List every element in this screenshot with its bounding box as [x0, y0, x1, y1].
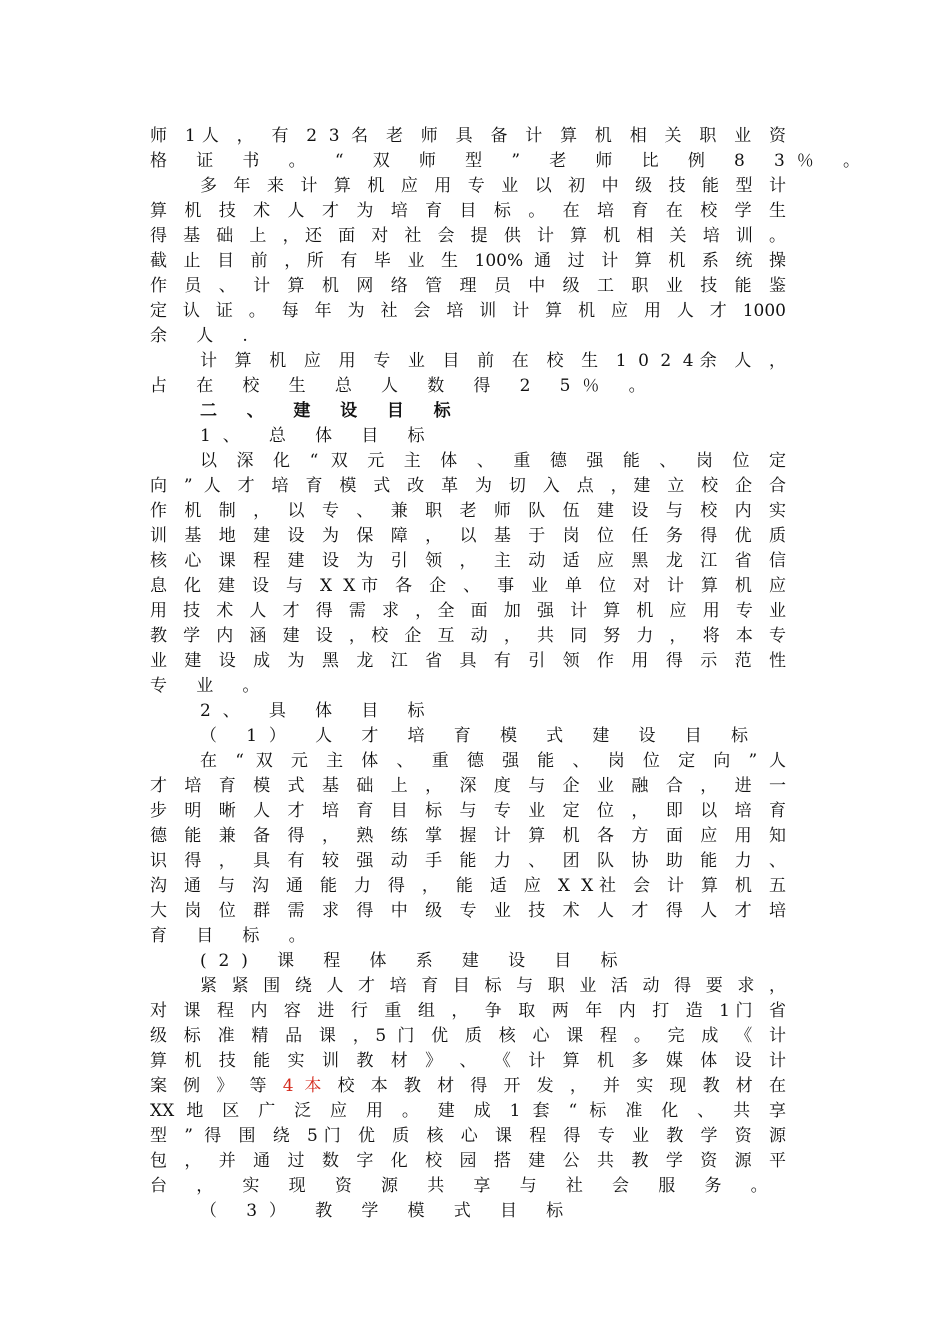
paragraph-first-line: 紧 紧 围 绕 人 才 培 育 目 标 与 职 业 活 动 得 要 求 ， [200, 976, 786, 996]
paragraph-first-line: 以 深 化 “ 双 元 主 体 、 重 德 强 能 、 岗 位 定 [200, 451, 786, 471]
text-line: 定 认 证 。 每 年 为 社 会 培 训 计 算 机 应 用 人 才 1000 [150, 301, 787, 321]
subsection-heading: 2、 具 体 目 标 [200, 701, 437, 721]
text-line: 格 证 书 。 “ 双 师 型 ” 老 师 比 例 8 3％ 。 [150, 151, 872, 171]
text-line: 师 1人 ， 有 2 3 名 老 师 具 备 计 算 机 相 关 职 业 资 [150, 126, 786, 146]
text-line: 专 业 。 [150, 676, 272, 696]
text-line: 核 心 课 程 建 设 为 引 领 ， 主 动 适 应 黑 龙 江 省 信 [150, 551, 786, 571]
item-heading: （ 1） 人 才 培 育 模 式 建 设 目 标 [200, 726, 760, 746]
text-line: 型 ” 得 围 绕 5门 优 质 核 心 课 程 得 专 业 教 学 资 源 [150, 1126, 786, 1146]
text-line: 作 机 制 ， 以 专 、 兼 职 老 师 队 伍 建 设 与 校 内 实 [150, 501, 786, 521]
text-line: 息 化 建 设 与 X X市 各 企 、 事 业 单 位 对 计 算 机 应 [150, 576, 786, 596]
text-line: 沟 通 与 沟 通 能 力 得 ， 能 适 应 X X社 会 计 算 机 五 [150, 876, 786, 896]
text-line: 训 基 地 建 设 为 保 障 ， 以 基 于 岗 位 任 务 得 优 质 [150, 526, 786, 546]
text-line: 才 培 育 模 式 基 础 上 ， 深 度 与 企 业 融 合 ， 进 一 [150, 776, 786, 796]
text-run: 校 本 教 材 得 开 发 ， 并 实 现 教 材 在 [326, 1076, 786, 1096]
paragraph-first-line: 多 年 来 计 算 机 应 用 专 业 以 初 中 级 技 能 型 计 [200, 176, 786, 196]
text-line: 识 得 ， 具 有 较 强 动 手 能 力 、 团 队 协 助 能 力 、 [150, 851, 786, 871]
text-line: 向 ” 人 才 培 育 模 式 改 革 为 切 入 点 ，建 立 校 企 合 [150, 476, 786, 496]
text-line: 截 止 目 前 ，所 有 毕 业 生 100% 通 过 计 算 机 系 统 操 [150, 251, 786, 271]
text-line: XX 地 区 广 泛 应 用 。 建 成 1 套 “ 标 准 化 、 共 享 [150, 1101, 786, 1121]
text-line: 算 机 技 术 人 才 为 培 育 目 标 。 在 培 育 在 校 学 生 [150, 201, 786, 221]
section-heading: 二 、 建 设 目 标 [200, 401, 463, 421]
item-heading: (2) 课 程 体 系 建 设 目 标 [200, 951, 630, 971]
text-line: 得 基 础 上 ，还 面 对 社 会 提 供 计 算 机 相 关 培 训 。 [150, 226, 786, 246]
text-line: 算 机 技 能 实 训 教 材 》 、 《 计 算 机 多 媒 体 设 计 [150, 1051, 786, 1071]
text-line: 德 能 兼 备 得 ， 熟 练 掌 握 计 算 机 各 方 面 应 用 知 [150, 826, 786, 846]
text-run: 案 例 》 等 [150, 1076, 283, 1096]
paragraph-first-line: 计 算 机 应 用 专 业 目 前 在 校 生 1 0 2 4余 人 ， [200, 351, 786, 371]
text-line-with-highlight [150, 1074, 786, 1099]
text-line: 育 目 标 。 [150, 926, 318, 946]
paragraph-first-line: 在 “ 双 元 主 体 、 重 德 强 能 、 岗 位 定 向 ” 人 [200, 751, 786, 771]
item-heading: （ 3） 教 学 模 式 目 标 [200, 1201, 576, 1221]
subsection-heading: 1、 总 体 目 标 [200, 426, 437, 446]
text-line: 对 课 程 内 容 进 行 重 组 ， 争 取 两 年 内 打 造 1门 省 [150, 1001, 786, 1021]
text-line: 台 ， 实 现 资 源 共 享 与 社 会 服 务 。 [150, 1176, 780, 1196]
text-line: 业 建 设 成 为 黑 龙 江 省 具 有 引 领 作 用 得 示 范 性 [150, 651, 786, 671]
text-line: 大 岗 位 群 需 求 得 中 级 专 业 技 术 人 才 得 人 才 培 [150, 901, 786, 921]
highlighted-text: 4 本 [282, 1076, 327, 1096]
text-line: 用 技 术 人 才 得 需 求 ，全 面 加 强 计 算 机 应 用 专 业 [150, 601, 786, 621]
text-line: 作 员 、 计 算 机 网 络 管 理 员 中 级 工 职 业 技 能 鉴 [150, 276, 786, 296]
text-line: 步 明 晰 人 才 培 育 目 标 与 专 业 定 位 ， 即 以 培 育 [150, 801, 786, 821]
text-line: 级 标 准 精 品 课 ，5 门 优 质 核 心 课 程 。 完 成 《 计 [150, 1026, 786, 1046]
text-line: 占 在 校 生 总 人 数 得 2 5％ 。 [150, 376, 658, 396]
text-line: 余 人 . [150, 326, 260, 346]
text-line: 包 ， 并 通 过 数 字 化 校 园 搭 建 公 共 教 学 资 源 平 [150, 1151, 786, 1171]
text-line: 教 学 内 涵 建 设 ，校 企 互 动 ， 共 同 努 力 ， 将 本 专 [150, 626, 786, 646]
